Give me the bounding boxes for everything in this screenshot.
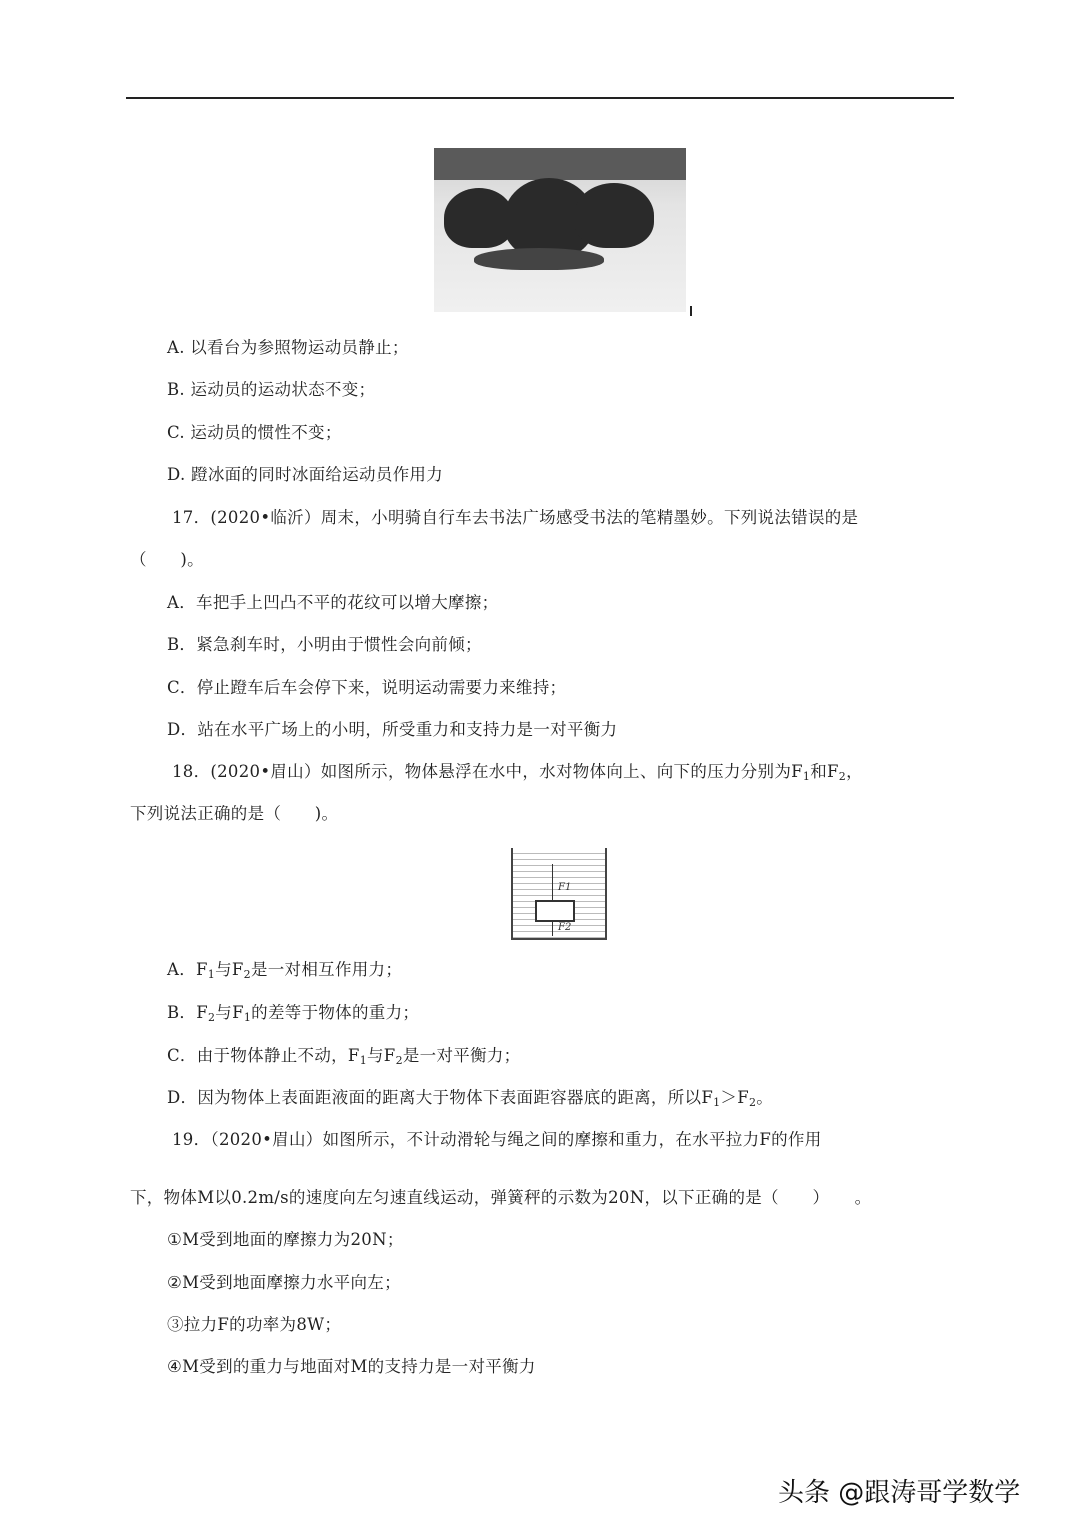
q19-statement-2: ②M受到地面摩擦力水平向左；: [167, 1273, 401, 1292]
suspended-object: [535, 900, 575, 922]
q19-statement-4: ④M受到的重力与地面对M的支持力是一对平衡力: [167, 1357, 536, 1376]
skater-figure: [474, 248, 604, 270]
f1-label: F1: [558, 882, 572, 893]
q16-option-c: C. 运动员的惯性不变；: [167, 423, 342, 442]
photo-banner: [434, 148, 686, 180]
q17-option-c: C．停止蹬车后车会停下来，说明运动需要力来维持；: [167, 678, 567, 697]
q18-option-b: B．$F_2$与$F_1$的差等于物体的重力；: [167, 1003, 420, 1024]
q17-stem-cont: （ )。: [130, 550, 204, 569]
arrow-down-f1: [552, 864, 553, 900]
q16-option-b: B. 运动员的运动状态不变；: [167, 380, 376, 399]
q18-option-c: C．由于物体静止不动，$F_1$与$F_2$是一对平衡力；: [167, 1046, 521, 1067]
q17-option-d: D．站在水平广场上的小明，所受重力和支持力是一对平衡力: [167, 720, 618, 739]
q18-stem-cont: 下列说法正确的是（ )。: [130, 804, 339, 823]
arrow-up-f2: [552, 920, 553, 936]
speed-skating-photo: [434, 148, 686, 312]
q16-option-a: A. 以看台为参照物运动员静止；: [167, 338, 409, 357]
q16-option-d: D. 蹬冰面的同时冰面给运动员作用力: [167, 465, 444, 484]
q18-stem: 18．(2020•眉山）如图所示，物体悬浮在水中，水对物体向上、向下的压力分别为$F_1$和$F_2$，: [172, 762, 863, 783]
tick-mark: [690, 306, 692, 316]
q19-stem-cont: 下，物体M以0.2m/s的速度向左匀速直线运动，弹簧秤的示数为20N，以下正确的是（ ） 。: [130, 1188, 872, 1207]
q17-stem: 17．(2020•临沂）周末，小明骑自行车去书法广场感受书法的笔精墨妙。下列说法错误的是: [172, 508, 859, 527]
q18-option-d: D．因为物体上表面距液面的距离大于物体下表面距容器底的距离，所以$F_1>F_2$。: [167, 1088, 774, 1109]
beaker-figure: [511, 848, 607, 940]
header-rule: [126, 97, 954, 99]
q17-option-a: A．车把手上凹凸不平的花纹可以增大摩擦；: [167, 593, 499, 612]
q18-option-a: A．$F_1$与$F_2$是一对相互作用力；: [167, 960, 403, 981]
q17-option-b: B．紧急刹车时，小明由于惯性会向前倾；: [167, 635, 482, 654]
q19-statement-1: ①M受到地面的摩擦力为20N；: [167, 1230, 404, 1249]
skater-figure: [574, 183, 654, 248]
q19-stem: 19．（2020•眉山）如图所示，不计动滑轮与绳之间的摩擦和重力，在水平拉力F的作用: [172, 1130, 822, 1149]
watermark: 头条 @跟涛哥学数学: [778, 1478, 1021, 1508]
q19-statement-3: ③拉力F的功率为8W；: [167, 1315, 342, 1334]
f2-label: F2: [558, 922, 572, 933]
